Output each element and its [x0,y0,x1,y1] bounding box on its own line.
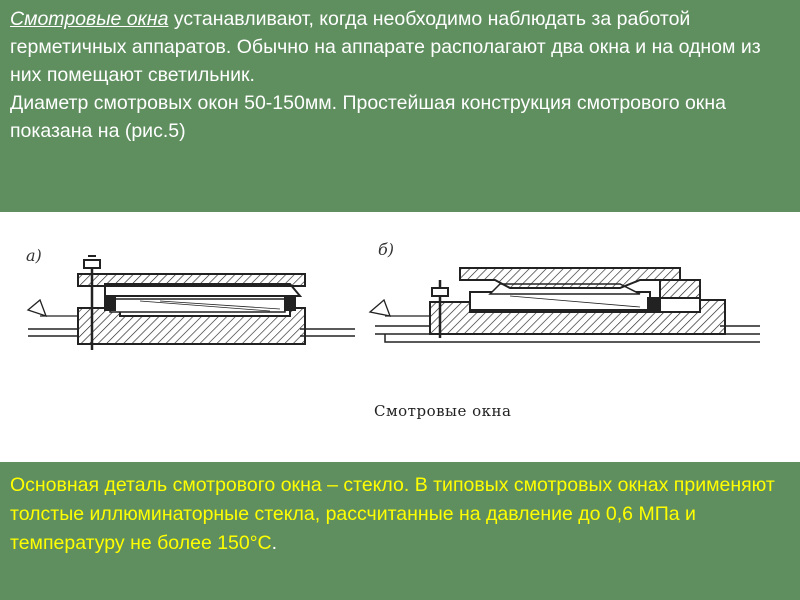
paragraph-1 [10,5,790,89]
figure-caption: Смотровые окна [374,402,512,420]
label-b: б) [378,240,395,259]
term-link-viewing-windows[interactable]: Смотровые окна [10,8,169,30]
drawing-a [28,256,355,350]
figure-viewing-windows [0,212,800,462]
paragraph-1-text: устанавливают, когда необходимо наблюдать за работой герметичных аппаратов. Обычно на аппарате располагают два окна и на одном из них помещают светильник. [10,8,761,86]
technical-drawing [0,212,800,462]
bottom-paragraph [10,471,790,558]
paragraph-2: Диаметр смотровых окон 50-150мм. Простейшая конструкция смотрового окна показана на (рис.5) [10,92,726,142]
top-text-panel [0,0,800,212]
bottom-text-panel [0,462,800,600]
bottom-end-dot: . [271,532,278,554]
drawing-b [370,268,760,342]
label-a: а) [26,246,42,265]
bottom-text: Основная деталь смотрового окна – стекло. В типовых смотровых окнах применяют толстые иллюминаторные стекла, рассчитанные на давление до 0,6 МПа и температуру не более 150°С [10,474,775,554]
